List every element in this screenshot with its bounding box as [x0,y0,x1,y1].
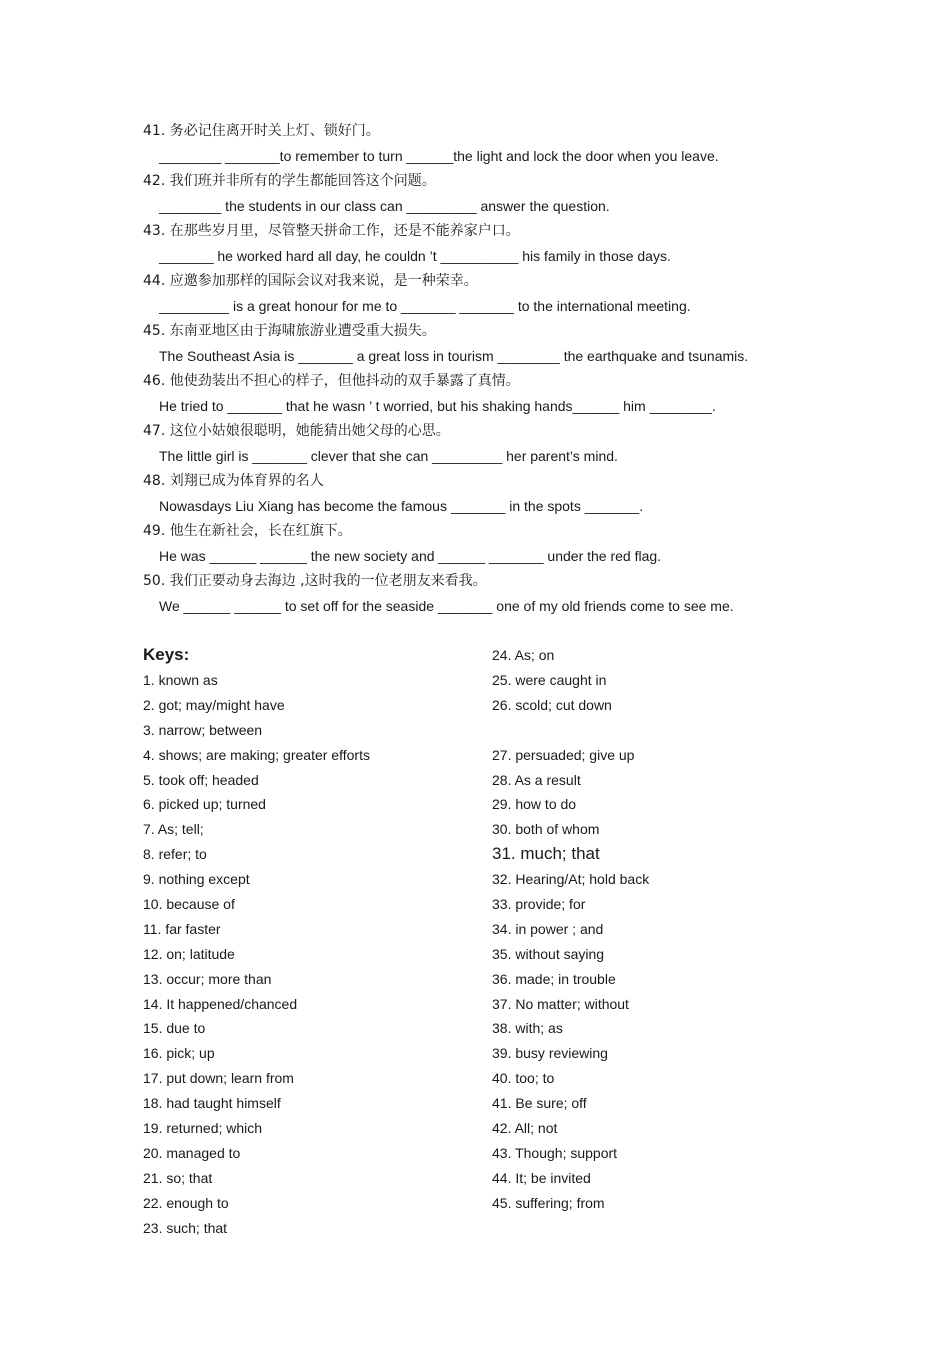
exercise-chinese: 45. 东南亚地区由于海啸旅游业遭受重大损失。 [143,323,436,339]
exercise-english: _________ is a great honour for me to _______ _______ to the international meeting. [159,298,691,314]
exercise-english: ________ _______to remember to turn ______the light and lock the door when you leave. [159,148,719,164]
key-item: 19. returned; which [143,1120,263,1137]
key-item: 13. occur; more than [143,970,272,987]
key-item: 31. much; that [492,844,600,864]
exercise-chinese: 47. 这位小姑娘很聪明，她能猜出她父母的心思。 [143,423,450,439]
key-item: 25. were caught in [492,672,607,688]
exercise-english: _______ he worked hard all day, he couldn ’t __________ his family in those days. [159,248,671,264]
key-spacer [492,718,812,743]
key-item: 27. persuaded; give up [492,746,635,763]
exercise-chinese: 49. 他生在新社会，长在红旗下。 [143,523,352,539]
keys-heading: Keys: [143,645,190,664]
exercise-chinese: 50. 我们正要动身去海边 ,这时我的一位老朋友来看我。 [143,573,487,589]
key-item: 7. As; tell; [143,821,204,838]
key-item: 8. refer; to [143,846,207,863]
key-item: 40. too; to [492,1070,555,1087]
key-item: 4. shows; are making; greater efforts [143,746,370,763]
key-item: 1. known as [143,672,218,688]
key-item: 45. suffering; from [492,1194,605,1211]
exercise-item [143,519,823,569]
key-item: 44. It; be invited [492,1169,591,1186]
exercise-item [143,419,823,469]
keys-right-column [492,642,812,1216]
key-item: 43. Though; support [492,1144,618,1161]
key-item: 18. had taught himself [143,1095,281,1112]
exercise-chinese: 46. 他使劲装出不担心的样子，但他抖动的双手暴露了真情。 [143,373,520,389]
key-item: 20. managed to [143,1144,241,1161]
key-item: 16. pick; up [143,1045,215,1062]
key-item: 34. in power ; and [492,920,604,937]
key-item: 39. busy reviewing [492,1045,608,1062]
exercise-english: He was ______ ______ the new society and ______ _______ under the red flag. [159,548,662,564]
exercise-chinese: 44. 应邀参加那样的国际会议对我来说，是一种荣幸。 [143,273,478,289]
key-item: 5. took off; headed [143,771,259,788]
exercise-english: The little girl is _______ clever that she can _________ her parent’s mind. [159,448,618,464]
key-item: 35. without saying [492,945,605,962]
key-item: 12. on; latitude [143,945,235,962]
key-item: 30. both of whom [492,821,600,838]
key-item: 10. because of [143,896,235,913]
exercise-item [143,319,823,369]
exercise-chinese: 43. 在那些岁月里，尽管整天拼命工作，还是不能养家户口。 [143,223,520,239]
exercise-english: The Southeast Asia is _______ a great loss in tourism ________ the earthquake and tsunamis. [159,348,749,364]
key-item: 24. As; on [492,647,555,663]
key-item: 14. It happened/chanced [143,995,298,1012]
exercise-item [143,569,823,619]
keys-left-column [143,642,463,1240]
key-item: 23. such; that [143,1219,228,1236]
key-item: 6. picked up; turned [143,796,266,813]
exercise-item [143,469,823,519]
key-item: 26. scold; cut down [492,696,612,713]
key-item: 38. with; as [492,1020,563,1037]
exercise-chinese: 41. 务必记住离开时关上灯、锁好门。 [143,123,380,139]
key-item: 17. put down; learn from [143,1070,294,1087]
key-item: 33. provide; for [492,896,586,913]
exercise-english: He tried to _______ that he wasn ’ t worried, but his shaking hands______ him ________. [159,398,716,414]
exercise-item [143,269,823,319]
key-item: 41. Be sure; off [492,1095,587,1112]
key-item: 42. All; not [492,1120,558,1137]
exercise-english: Nowasdays Liu Xiang has become the famous _______ in the spots _______. [159,498,644,514]
exercise-english: ________ the students in our class can _________ answer the question. [159,198,610,214]
exercise-item [143,219,823,269]
exercise-english: We ______ ______ to set off for the seaside _______ one of my old friends come to see me. [159,598,734,614]
exercise-item [143,169,823,219]
key-item: 9. nothing except [143,871,250,888]
key-item: 36. made; in trouble [492,970,616,987]
key-item: 22. enough to [143,1194,229,1211]
key-item: 11. far faster [143,920,221,937]
key-item: 28. As a result [492,771,581,788]
key-item: 2. got; may/might have [143,696,285,713]
exercise-item [143,369,823,419]
key-item: 29. how to do [492,796,577,813]
key-item: 3. narrow; between [143,721,263,738]
key-item: 21. so; that [143,1169,213,1186]
key-item: 37. No matter; without [492,995,629,1012]
exercise-chinese: 48. 刘翔已成为体育界的名人 [143,473,324,489]
exercise-item [143,119,823,169]
exercise-chinese: 42. 我们班并非所有的学生都能回答这个问题。 [143,173,436,189]
exercise-list [143,119,823,619]
key-item: 32. Hearing/At; hold back [492,871,650,888]
key-item: 15. due to [143,1020,206,1037]
